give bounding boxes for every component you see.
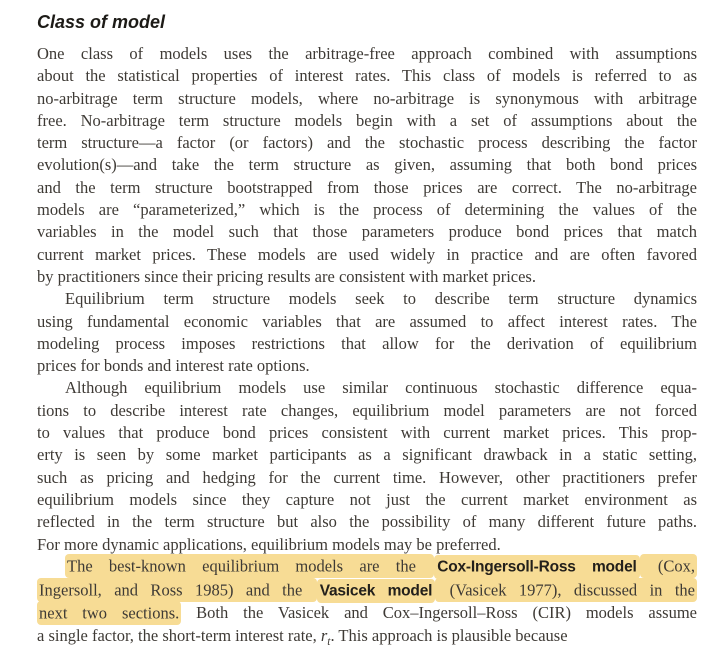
text-segment: erty is seen by some market participants as a significant drawback in a static setting, <box>37 445 697 465</box>
text-segment: Although equilibrium models use similar continuous stochastic difference equa- <box>65 378 697 398</box>
text-line <box>37 625 697 653</box>
text-segment: prices for bonds and interest rate options. <box>37 356 310 376</box>
text-line <box>37 355 697 377</box>
text-segment: r <box>320 625 328 645</box>
text-line <box>37 579 697 602</box>
text-line <box>37 511 697 533</box>
text-segment: using fundamental economic variables that are assumed to affect interest rates. The <box>37 311 697 331</box>
section-heading: Class of model <box>37 12 166 32</box>
text-segment: . This approach is plausible because <box>330 625 568 645</box>
paragraph-1 <box>37 43 697 288</box>
key-term-bold: Vasicek model <box>317 579 436 603</box>
text-segment: a single factor, the short-term interest rate, <box>37 625 321 645</box>
text-segment: and the term structure bootstrapped from those prices are correct. The no-arbitrage <box>37 177 697 197</box>
text-segment: t <box>327 635 331 648</box>
text-line <box>37 489 697 511</box>
paragraph-3 <box>37 377 697 555</box>
text-line <box>37 132 697 154</box>
highlighted-text: (Cox, <box>640 554 697 578</box>
text-line <box>37 43 697 65</box>
text-segment: Both the Vasicek and Cox–Ingersoll–Ross (CIR) models assume <box>181 603 697 623</box>
text-segment: evolution(s)—and take the term structure as given, assuming that both bond prices <box>37 155 697 175</box>
text-segment: variables in the model such that those parameters produce bond prices that match <box>37 222 697 242</box>
text-line <box>37 444 697 466</box>
body-text <box>37 43 697 653</box>
text-segment: tions to describe interest rate changes, equilibrium model parameters are not forced <box>37 400 697 420</box>
text-segment: by practitioners since their pricing results are consistent with market prices. <box>37 266 536 286</box>
text-segment: modeling process imposes restrictions that allow for the derivation of equilibrium <box>37 333 697 353</box>
paragraph-2 <box>37 288 697 377</box>
text-line <box>37 534 697 556</box>
paragraph-4 <box>37 556 697 653</box>
text-line <box>37 556 697 579</box>
text-line <box>37 602 697 624</box>
text-line <box>37 266 697 288</box>
text-segment: models are “parameterized,” which is the process of determining the values of the <box>37 200 697 220</box>
text-line <box>37 154 697 176</box>
key-term-bold: Cox-Ingersoll-Ross model <box>434 555 639 579</box>
text-segment: current market prices. These models are used widely in practice and are often favored <box>37 244 697 264</box>
highlighted-text: next two sections. <box>37 601 181 625</box>
text-segment: about the statistical properties of interest rates. This class of models is referred to as <box>37 66 697 86</box>
text-line <box>37 288 697 310</box>
text-line <box>37 311 697 333</box>
text-line <box>37 467 697 489</box>
text-line <box>37 333 697 355</box>
text-segment: Equilibrium term structure models seek to describe term structure dynamics <box>65 289 697 309</box>
text-segment: equilibrium models since they capture not just the current market environment as <box>37 489 697 509</box>
text-segment: to values that produce bond prices consistent with current market prices. This prop- <box>37 423 697 443</box>
text-segment: free. No-arbitrage term structure models begin with a set of assumptions about the <box>37 110 697 130</box>
text-line <box>37 110 697 132</box>
text-line <box>37 422 697 444</box>
text-line <box>37 400 697 422</box>
text-segment: term structure—a factor (or factors) and the stochastic process describing the factor <box>37 133 697 153</box>
text-segment: no-arbitrage term structure models, where no-arbitrage is synonymous with arbitrage <box>37 88 697 108</box>
text-segment: reflected in the term structure but also the possibility of many different future paths. <box>37 512 697 532</box>
text-segment: For more dynamic applications, equilibrium models may be preferred. <box>37 534 501 554</box>
text-line <box>37 88 697 110</box>
text-line <box>37 221 697 243</box>
text-segment: One class of models uses the arbitrage-free approach combined with assumptions <box>37 44 697 63</box>
text-line <box>37 377 697 399</box>
text-line <box>37 177 697 199</box>
text-line <box>37 244 697 266</box>
highlighted-text: Ingersoll, and Ross 1985) and the <box>37 578 317 602</box>
highlighted-text: The best-known equilibrium models are the <box>65 554 434 578</box>
text-segment: such as pricing and hedging for the current time. However, other practitioners prefer <box>37 467 697 487</box>
text-line <box>37 65 697 87</box>
highlighted-text: (Vasicek 1977), discussed in the <box>435 578 697 602</box>
text-line <box>37 199 697 221</box>
